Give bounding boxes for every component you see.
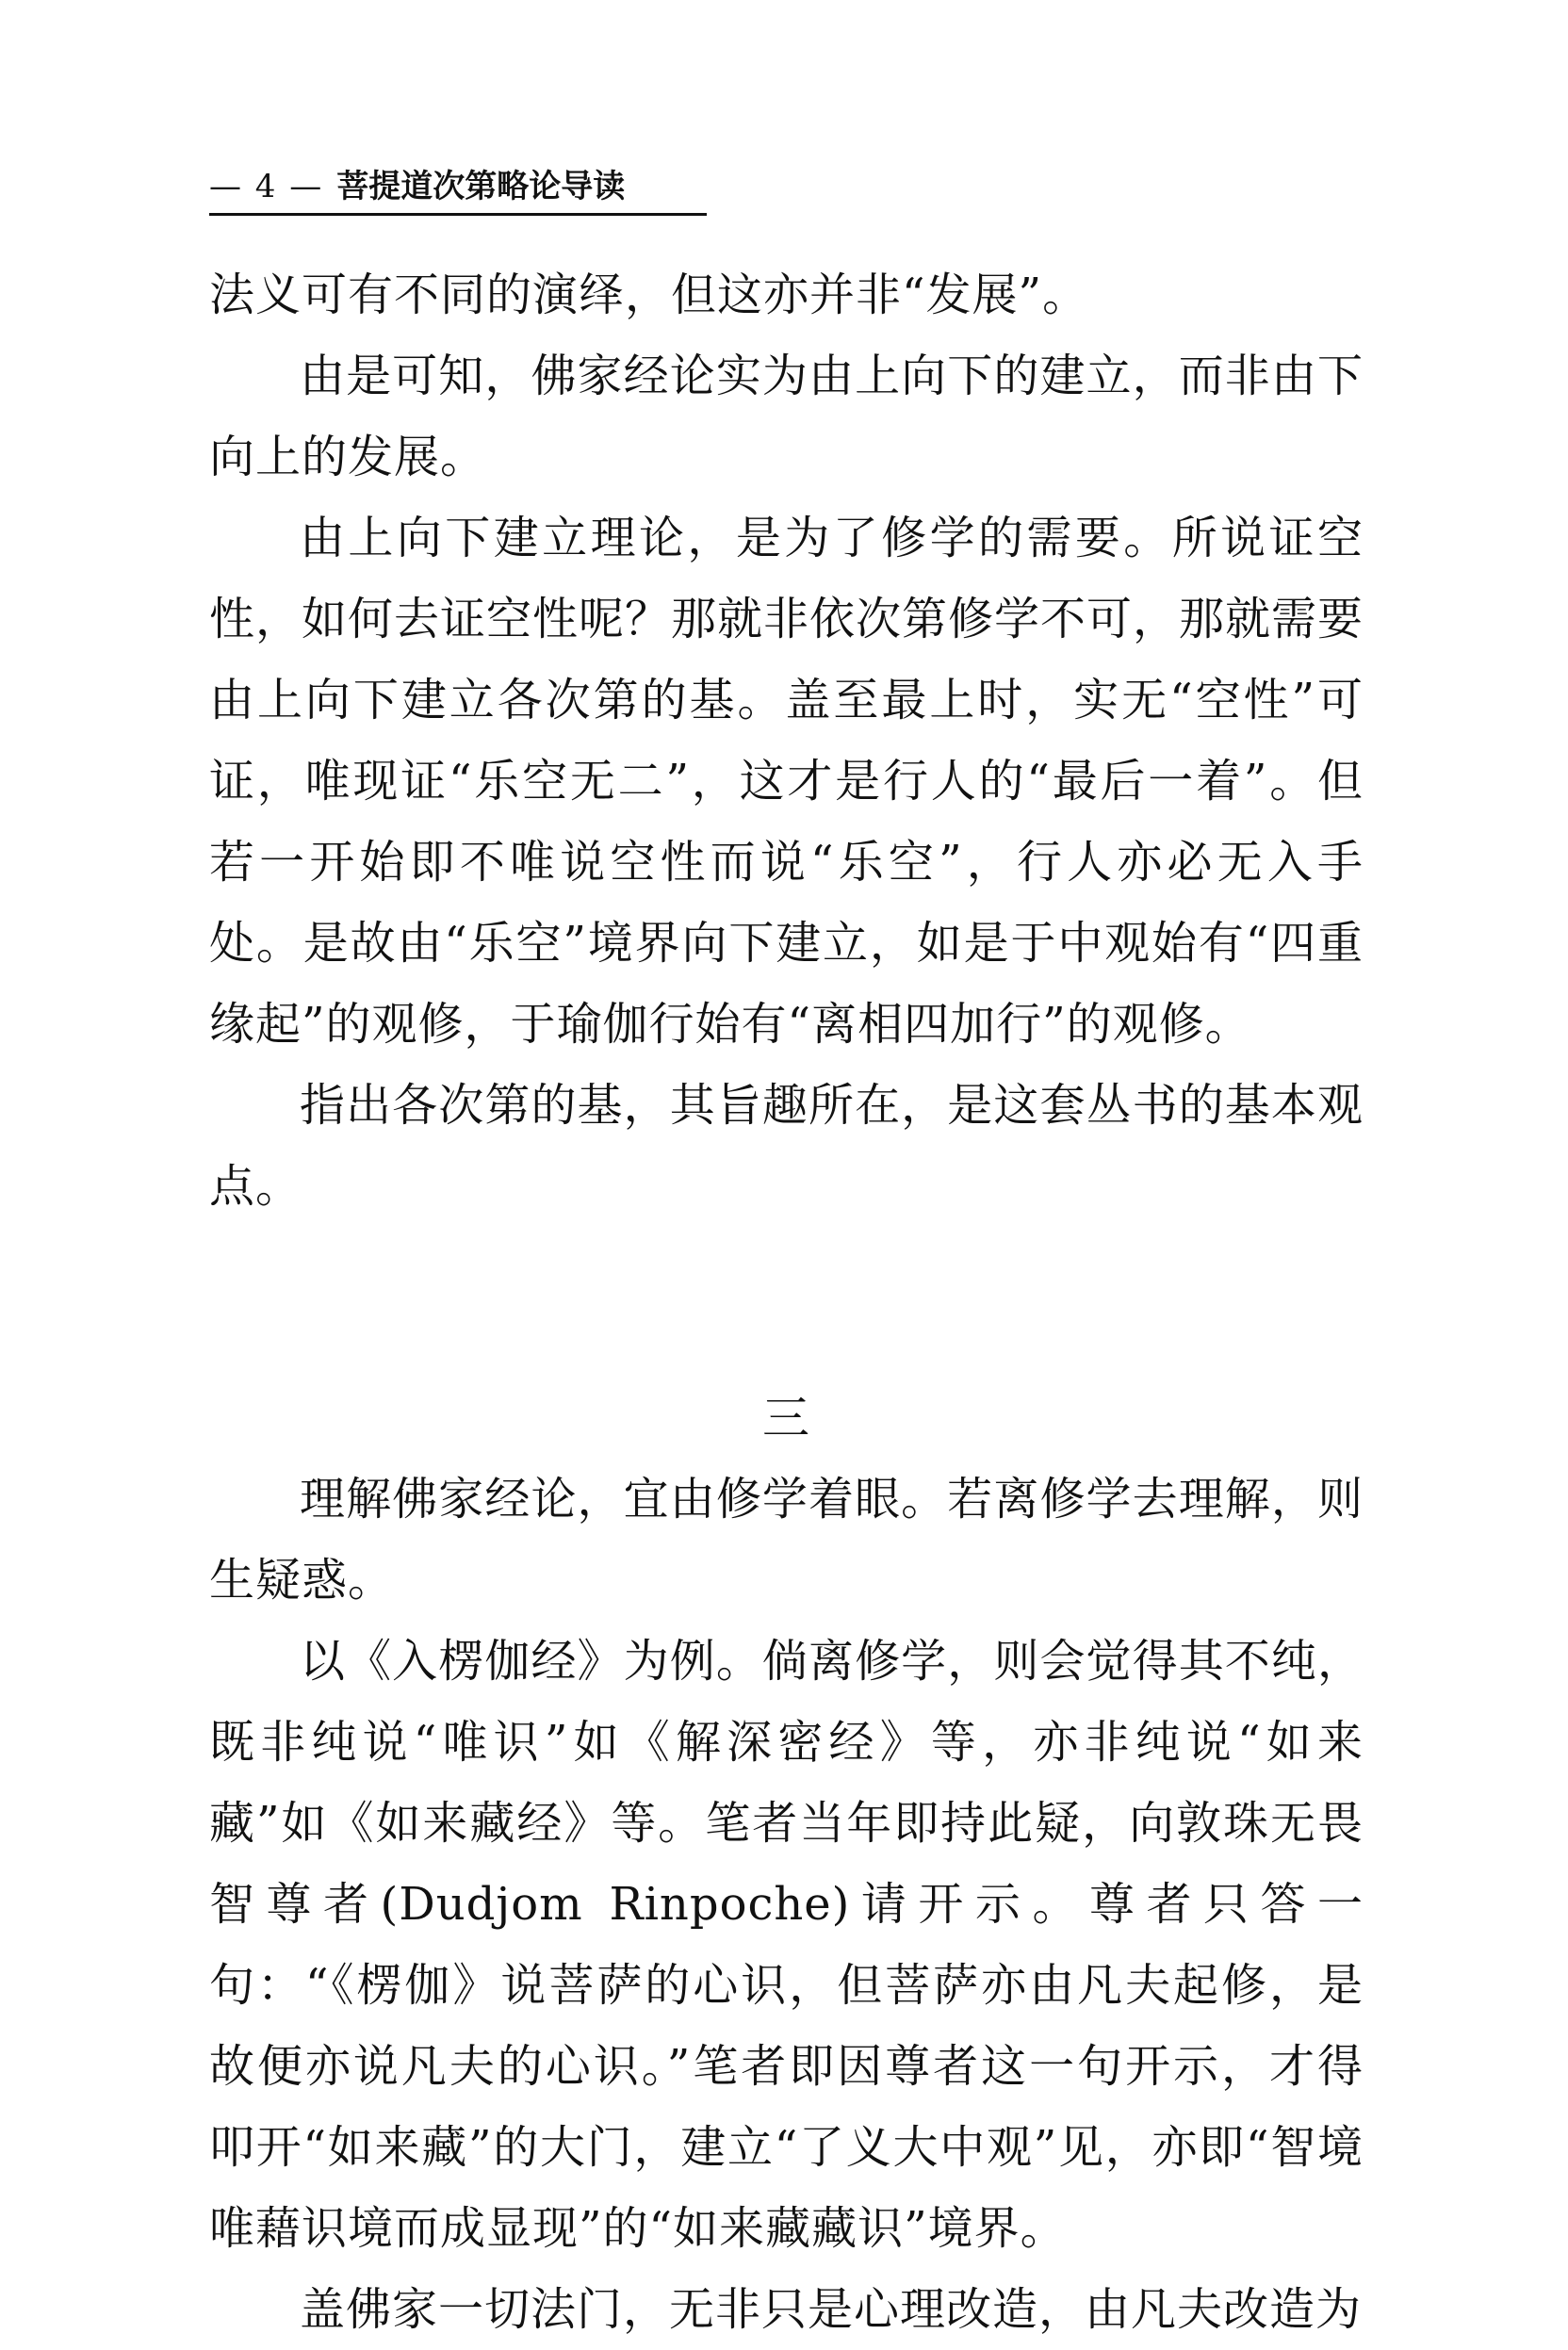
paragraph: 以《入楞伽经》为例。倘离修学，则会觉得其不纯，既非纯说“唯识”如《解深密经》等，亦非纯说“如来藏”如《如来藏经》等。笔者当年即持此疑，向敦珠无畏智尊者(Dudjom Rinpoche)请开示。尊者只答一句：“《楞伽》说菩萨的心识，但菩萨亦由凡夫起修，是故便亦说凡夫的心识。”笔者即因尊者这一句开示，才得叩开“如来藏”的大门，建立“了义大中观”见，亦即“智境唯藉识境而成显现”的“如来藏藏识”境界。 xyxy=(209,1635,1364,2255)
page-number: — 4 — xyxy=(209,168,324,205)
paragraph: 盖佛家一切法门，无非只是心理改造，由凡夫改造为 xyxy=(300,2283,1363,2336)
paragraph: 由是可知，佛家经论实为由上向下的建立，而非由下向上的发展。 xyxy=(209,350,1364,483)
book-title: 菩提道次第略论导读 xyxy=(336,168,626,205)
paragraph: 指出各次第的基，其旨趣所在，是这套丛书的基本观点。 xyxy=(209,1079,1364,1213)
running-header xyxy=(209,160,707,216)
section-heading: 三 xyxy=(762,1391,810,1445)
body-text xyxy=(209,254,1364,2350)
paragraph: 理解佛家经论，宜由修学着眼。若离修学去理解，则生疑惑。 xyxy=(209,1473,1364,1607)
paragraph: 法义可有不同的演绎，但这亦并非“发展”。 xyxy=(209,269,1089,321)
paragraph: 由上向下建立理论，是为了修学的需要。所说证空性，如何去证空性呢？那就非依次第修学不可，那就需要由上向下建立各次第的基。盖至最上时，实无“空性”可证，唯现证“乐空无二”，这才是行人的“最后一着”。但若一开始即不唯说空性而说“乐空”，行人亦必无入手处。是故由“乐空”境界向下建立，如是于中观始有“四重缘起”的观修，于瑜伽行始有“离相四加行”的观修。 xyxy=(209,512,1364,1051)
